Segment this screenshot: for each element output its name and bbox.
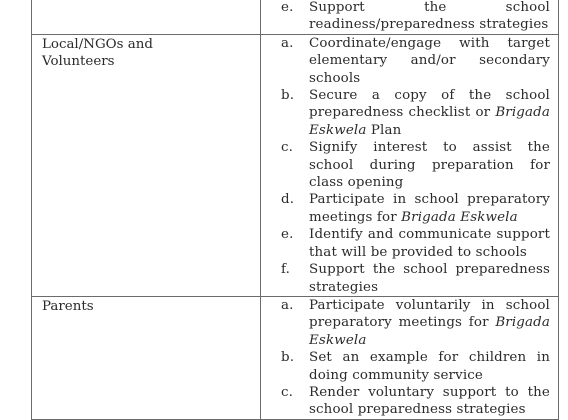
list-item-letter: a. <box>281 35 294 51</box>
brigada-eskwela-italic: Brigada Eskwela <box>309 315 550 348</box>
list-item-text: Identify and communicate support that will be provided to schools <box>309 227 550 260</box>
list-item-text: Support the school readiness/preparedness strategies <box>309 0 550 33</box>
actions-cell <box>261 296 559 419</box>
list-item-letter: f. <box>281 262 291 278</box>
list-item-letter: e. <box>281 227 294 243</box>
action-list <box>281 297 550 419</box>
stakeholder-responsibilities-table <box>31 0 559 420</box>
actions-cell <box>261 34 559 296</box>
list-item-letter: c. <box>281 140 294 156</box>
stakeholder-cell-parents <box>32 296 261 419</box>
list-item <box>281 0 550 34</box>
list-item <box>281 261 550 296</box>
list-item-letter: c. <box>281 384 294 400</box>
list-item-letter: d. <box>281 192 295 208</box>
table-row <box>32 34 559 296</box>
list-item-text: Coordinate/engage with target elementary and/or secondary schools <box>309 35 550 86</box>
list-item-letter: b. <box>281 88 295 104</box>
brigada-eskwela-italic: Brigada Eskwela <box>309 105 550 138</box>
list-item <box>281 384 550 419</box>
list-item-letter: e. <box>281 0 294 15</box>
list-item-letter: a. <box>281 297 294 313</box>
list-item-text: Participate in school preparatory meetings for <box>309 192 550 225</box>
action-list <box>281 0 550 34</box>
list-item <box>281 191 550 226</box>
stakeholder-cell-local-ngos <box>32 34 261 296</box>
list-item-text: Participate voluntarily in school preparatory meetings for <box>309 297 550 331</box>
stakeholder-name-line-2: Volunteers <box>42 54 115 70</box>
table-row <box>32 296 559 419</box>
table-row <box>32 0 559 34</box>
stakeholder-name: Parents <box>42 298 94 314</box>
list-item-text: Plan <box>366 122 402 138</box>
list-item-text: Set an example for children in doing community service <box>309 350 550 383</box>
action-list <box>281 35 550 296</box>
stakeholder-name-line-1: Local/NGOs and <box>42 36 153 52</box>
list-item-text: Render voluntary support to the school preparedness strategies <box>309 384 550 418</box>
list-item <box>281 87 550 139</box>
list-item <box>281 226 550 261</box>
list-item <box>281 349 550 384</box>
list-item <box>281 297 550 349</box>
list-item <box>281 35 550 87</box>
list-item <box>281 139 550 191</box>
stakeholder-cell-empty <box>32 0 261 34</box>
list-item-text: Support the school preparedness strategies <box>309 262 550 295</box>
actions-cell <box>261 0 559 34</box>
brigada-eskwela-italic: Brigada Eskwela <box>401 209 518 225</box>
list-item-text: Secure a copy of the school preparedness checklist or <box>309 88 550 121</box>
list-item-text: Signify interest to assist the school during preparation for class opening <box>309 140 550 191</box>
list-item-letter: b. <box>281 350 295 366</box>
